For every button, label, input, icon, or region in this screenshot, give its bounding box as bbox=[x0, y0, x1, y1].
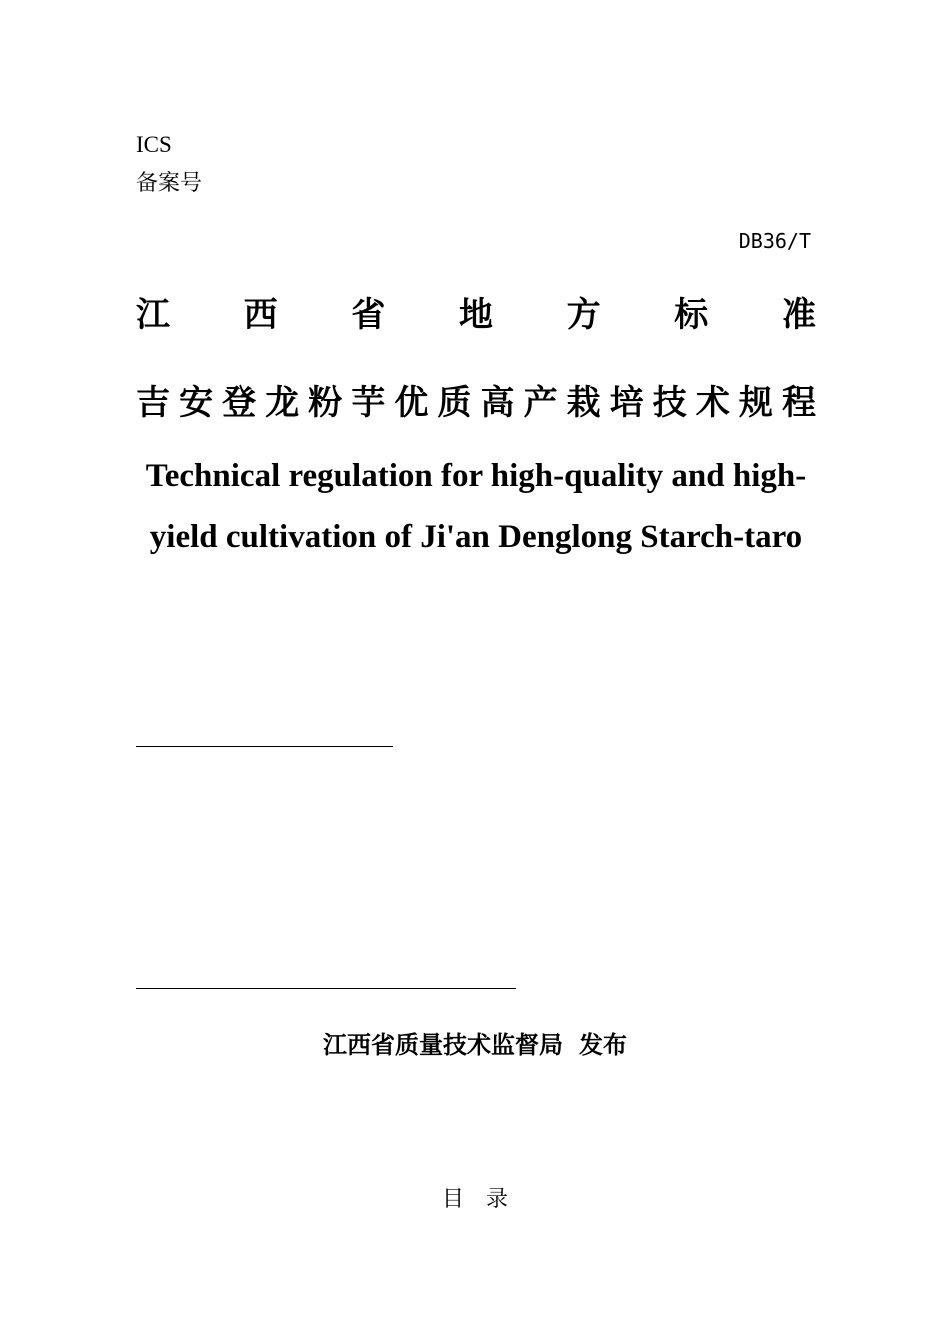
chinese-title-char: 优 bbox=[394, 383, 429, 423]
chinese-title-char: 程 bbox=[781, 383, 816, 423]
province-standard-char: 标 bbox=[674, 295, 709, 335]
chinese-title bbox=[136, 380, 816, 426]
toc-char: 录 bbox=[486, 1187, 509, 1212]
chinese-title-char: 技 bbox=[652, 383, 687, 423]
chinese-title-char: 规 bbox=[738, 383, 773, 423]
province-standard-char: 方 bbox=[566, 295, 601, 335]
chinese-title-char: 登 bbox=[222, 383, 257, 423]
english-title: Technical regulation for high-quality and high-yield cultivation of Ji'an Denglong Starch-taro bbox=[145, 458, 807, 555]
province-standard-char: 西 bbox=[243, 295, 278, 335]
province-standard-char: 准 bbox=[781, 295, 816, 335]
chinese-title-char: 高 bbox=[480, 383, 515, 423]
chinese-title-char: 栽 bbox=[566, 383, 601, 423]
chinese-title-char: 安 bbox=[179, 383, 214, 423]
chinese-title-char: 术 bbox=[695, 383, 730, 423]
publisher-line bbox=[0, 1028, 950, 1062]
province-standard-char: 江 bbox=[136, 295, 170, 335]
chinese-title-char: 产 bbox=[523, 383, 558, 423]
toc-char: 目 bbox=[441, 1187, 464, 1212]
province-standard-char: 省 bbox=[351, 295, 386, 335]
standard-number-underline bbox=[136, 746, 393, 747]
ics-label: ICS bbox=[136, 132, 172, 157]
chinese-title-char: 芋 bbox=[351, 383, 386, 423]
standard-code: DB36/T bbox=[738, 229, 811, 253]
chinese-title-char: 龙 bbox=[265, 383, 300, 423]
chinese-title-char: 质 bbox=[437, 383, 472, 423]
chinese-title-char: 吉 bbox=[136, 383, 170, 423]
publish-word: 发布 bbox=[579, 1031, 627, 1059]
date-underline bbox=[136, 988, 516, 989]
publisher-name: 江西省质量技术监督局 bbox=[323, 1031, 563, 1059]
chinese-title-char: 粉 bbox=[308, 383, 343, 423]
chinese-title-char: 培 bbox=[609, 383, 644, 423]
record-number-label: 备案号 bbox=[136, 171, 203, 196]
table-of-contents-heading bbox=[0, 1184, 950, 1216]
province-standard-char: 地 bbox=[458, 295, 493, 335]
province-standard-heading bbox=[136, 292, 816, 338]
